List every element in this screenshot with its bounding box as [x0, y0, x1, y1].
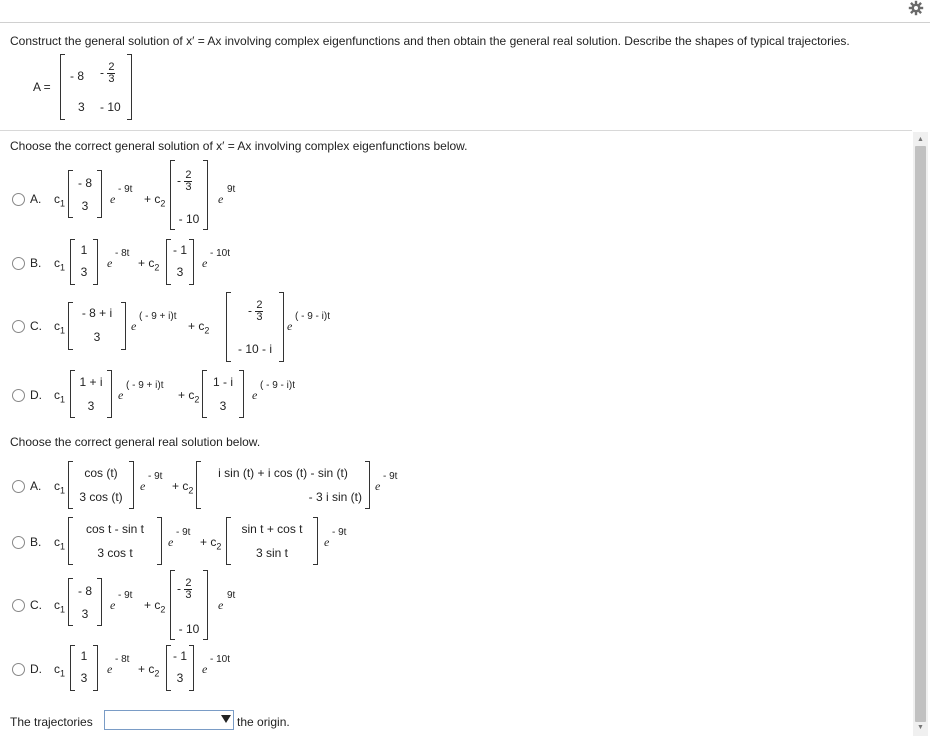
- trajectories-label: The trajectories: [10, 715, 93, 729]
- radio-button[interactable]: [12, 389, 25, 402]
- trajectories-suffix: the origin.: [237, 715, 290, 729]
- trajectories-dropdown[interactable]: [104, 710, 234, 730]
- vector: sin t + cos t 3 sin t: [226, 517, 318, 565]
- radio-button[interactable]: [12, 599, 25, 612]
- part1-prompt: Choose the correct general solution of x′ = Ax involving complex eigenfunctions below.: [10, 139, 468, 153]
- vector: - 1 3: [166, 645, 194, 691]
- vector: 1 - i 3: [202, 370, 244, 418]
- vector: i sin (t) + i cos (t) - sin (t) - 3 i sin (t): [196, 461, 370, 509]
- radio-button[interactable]: [12, 480, 25, 493]
- vector: 1 + i 3: [70, 370, 112, 418]
- matrix-a: - 8 - $\frac{2}{3}$ 3 - 10: [60, 54, 132, 120]
- radio-button[interactable]: [12, 663, 25, 676]
- vector: 1 3: [70, 239, 98, 285]
- radio-button[interactable]: [12, 320, 25, 333]
- header-divider: [0, 22, 930, 23]
- radio-button[interactable]: [12, 536, 25, 549]
- vector: - 8 3: [68, 170, 102, 218]
- radio-button[interactable]: [12, 257, 25, 270]
- vector: - 8 3: [68, 578, 102, 626]
- vector: cos t - sin t 3 cos t: [68, 517, 162, 565]
- vector: - 8 + i 3: [68, 302, 126, 350]
- chevron-down-icon[interactable]: [221, 715, 231, 723]
- scroll-up-arrow-icon[interactable]: ▲: [917, 136, 924, 143]
- gear-icon[interactable]: [906, 0, 926, 16]
- vector: - $\frac{2}{3}$ - 10: [170, 570, 208, 640]
- matrix-a-label: A =: [33, 80, 51, 94]
- vector: - $\frac{2}{3}$ - 10 - i: [226, 292, 284, 362]
- question-text: Construct the general solution of x′ = Ax involving complex eigenfunctions and then obtain the general real solution. Describe the shapes of typical trajectories.: [10, 34, 850, 48]
- section-divider: [0, 130, 912, 131]
- vector: cos (t) 3 cos (t): [68, 461, 134, 509]
- radio-button[interactable]: [12, 193, 25, 206]
- scrollbar-thumb[interactable]: [915, 146, 926, 722]
- scroll-down-arrow-icon[interactable]: ▼: [917, 724, 924, 731]
- vector: - 1 3: [166, 239, 194, 285]
- vector: - $\frac{2}{3}$ - 10: [170, 160, 208, 230]
- vector: 1 3: [70, 645, 98, 691]
- part2-prompt: Choose the correct general real solution below.: [10, 435, 261, 449]
